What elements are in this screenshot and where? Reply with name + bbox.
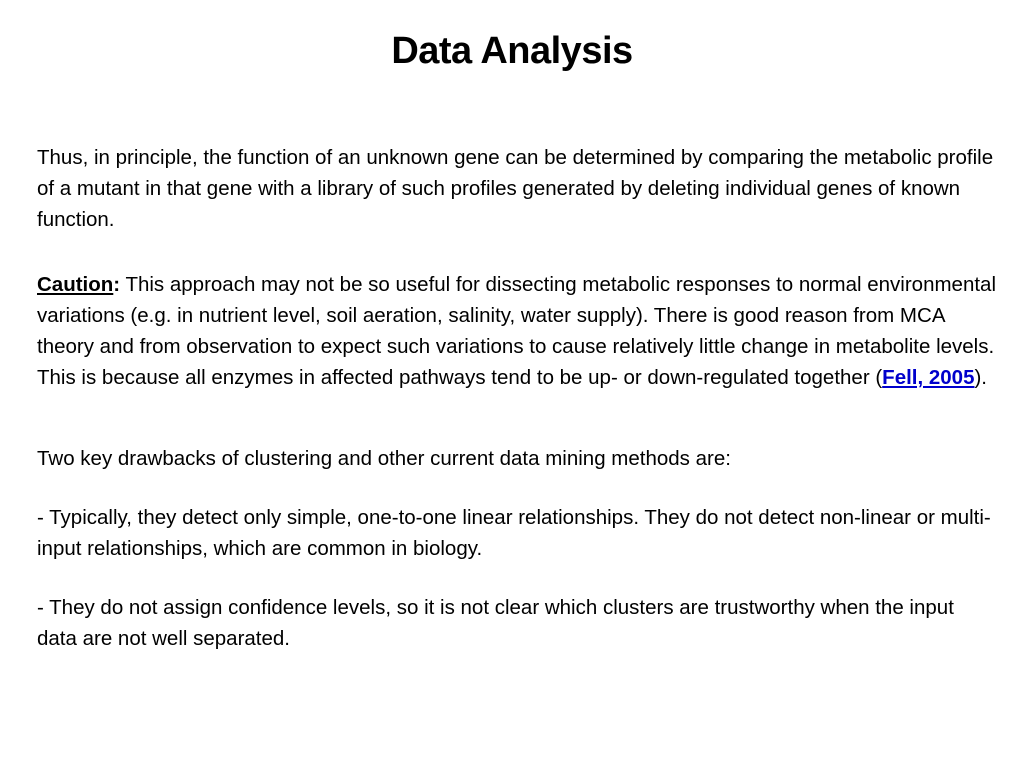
caution-paragraph xyxy=(37,269,997,393)
intro-paragraph: Thus, in principle, the function of an unknown gene can be determined by comparing the metabolic profile of a mutant in that gene with a library of such profiles generated by deleting individual genes of known function. xyxy=(37,146,994,231)
slide-body xyxy=(37,142,997,654)
slide-title: Data Analysis xyxy=(391,30,633,72)
caution-colon: : xyxy=(113,273,121,296)
drawbacks-intro: Two key drawbacks of clustering and other current data mining methods are: xyxy=(37,447,731,470)
caution-text: This approach may not be so useful for dissecting metabolic responses to normal environmental variations (e.g. in nutrient level, soil aeration, salinity, water supply). There is good reason from MCA theory and from observation to expect such variations to cause relatively little change in metabolite levels. This is because all enzymes in affected pathways tend to be up- or down-regulated together ( xyxy=(37,273,997,389)
drawback-item-linear: - Typically, they detect only simple, one-to-one linear relationships. They do not detect non-linear or multi-input relationships, which are common in biology. xyxy=(37,506,991,560)
drawback-item-confidence: - They do not assign confidence levels, so it is not clear which clusters are trustworthy when the input data are not well separated. xyxy=(37,596,954,650)
caution-text-end: ). xyxy=(974,366,988,389)
reference-link-fell-2005[interactable]: Fell, 2005 xyxy=(882,366,975,389)
caution-label: Caution xyxy=(37,273,114,296)
